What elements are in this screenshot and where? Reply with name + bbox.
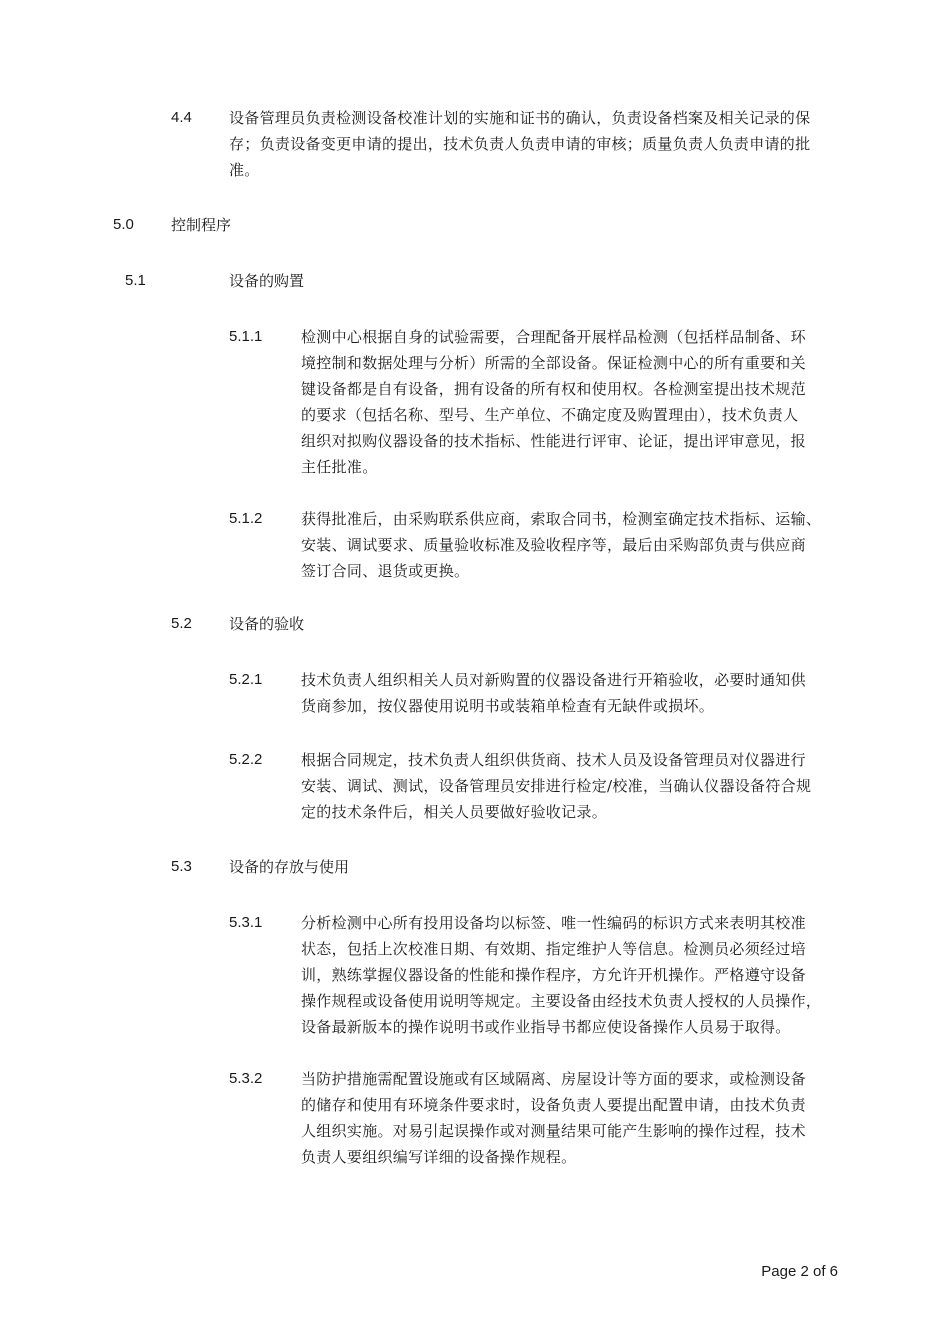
text-line: 境控制和数据处理与分析）所需的全部设备。保证检测中心的所有重要和关 [301, 354, 806, 372]
text-line: 的要求（包括名称、型号、生产单位、不确定度及购置理由），技术负责人 [301, 406, 799, 424]
text-line: 获得批准后，由采购联系供应商，索取合同书，检测室确定技术指标、运输、 [301, 510, 822, 528]
text-line: 操作规程或设备使用说明等规定。主要设备由经技术负责人授权的人员操作， [301, 992, 822, 1010]
clause-number-5-2-2: 5.2.2 [229, 751, 263, 768]
text-line: 负责人要组织编写详细的设备操作规程。 [301, 1148, 577, 1166]
text-line: 安装、调试要求、质量验收标准及验收程序等，最后由采购部负责与供应商 [301, 536, 806, 554]
text-line: 当防护措施需配置设施或有区域隔离、房屋设计等方面的要求，或检测设备 [301, 1070, 806, 1088]
clause-number-4-4: 4.4 [171, 109, 192, 126]
clause-number-5-3-1: 5.3.1 [229, 914, 263, 931]
section-title-5-3: 设备的存放与使用 [229, 858, 350, 876]
clause-5-3-1-text [301, 910, 841, 1040]
clause-5-2-2-text [301, 747, 841, 825]
section-number-5-2: 5.2 [171, 615, 192, 632]
text-line: 存；负责设备变更申请的提出，技术负责人负责申请的审核；质量负责人负责申请的批 [229, 135, 811, 153]
clause-number-5-1-2: 5.1.2 [229, 510, 263, 527]
text-line: 货商参加，按仪器使用说明书或装箱单检查有无缺件或损坏。 [301, 697, 715, 715]
section-title-5-1: 设备的购置 [229, 272, 305, 290]
text-line: 人组织实施。对易引起误操作或对测量结果可能产生影响的操作过程，技术 [301, 1122, 806, 1140]
section-number-5-3: 5.3 [171, 858, 192, 875]
section-title-5-0: 控制程序 [171, 216, 232, 234]
text-line: 签订合同、退货或更换。 [301, 562, 470, 580]
text-line: 技术负责人组织相关人员对新购置的仪器设备进行开箱验收，必要时通知供 [301, 671, 806, 689]
text-line: 安装、调试、测试，设备管理员安排进行检定/校准，当确认仪器设备符合规 [301, 777, 812, 795]
text-line: 键设备都是自有设备，拥有设备的所有权和使用权。各检测室提出技术规范 [301, 380, 806, 398]
text-line: 状态，包括上次校准日期、有效期、指定维护人等信息。检测员必须经过培 [301, 940, 806, 958]
text-line: 根据合同规定，技术负责人组织供货商、技术人员及设备管理员对仪器进行 [301, 751, 806, 769]
text-line: 设备管理员负责检测设备校准计划的实施和证书的确认，负责设备档案及相关记录的保 [229, 109, 811, 127]
section-number-5-1: 5.1 [125, 272, 146, 289]
clause-5-1-1-text [301, 324, 841, 480]
text-line: 设备最新版本的操作说明书或作业指导书都应使设备操作人员易于取得。 [301, 1018, 791, 1036]
clause-5-2-1-text [301, 667, 841, 719]
text-line: 组织对拟购仪器设备的技术指标、性能进行评审、论证，提出评审意见，报 [301, 432, 806, 450]
text-line: 的储存和使用有环境条件要求时，设备负责人要提出配置申请，由技术负责 [301, 1096, 806, 1114]
clause-number-5-2-1: 5.2.1 [229, 671, 263, 688]
text-line: 定的技术条件后，相关人员要做好验收记录。 [301, 803, 608, 821]
clause-5-1-2-text [301, 506, 841, 584]
text-line: 训，熟练掌握仪器设备的性能和操作程序，方允许开机操作。严格遵守设备 [301, 966, 806, 984]
text-line: 分析检测中心所有投用设备均以标签、唯一性编码的标识方式来表明其校准 [301, 914, 806, 932]
text-line: 准。 [229, 161, 260, 179]
text-line: 主任批准。 [301, 458, 378, 476]
section-title-5-2: 设备的验收 [229, 615, 305, 633]
page-number: Page 2 of 6 [761, 1263, 838, 1280]
clause-number-5-3-2: 5.3.2 [229, 1070, 263, 1087]
section-number-5-0: 5.0 [113, 216, 134, 233]
clause-4-4-text [229, 105, 841, 183]
clause-number-5-1-1: 5.1.1 [229, 328, 263, 345]
text-line: 检测中心根据自身的试验需要，合理配备开展样品检测（包括样品制备、环 [301, 328, 806, 346]
clause-5-3-2-text [301, 1066, 841, 1170]
